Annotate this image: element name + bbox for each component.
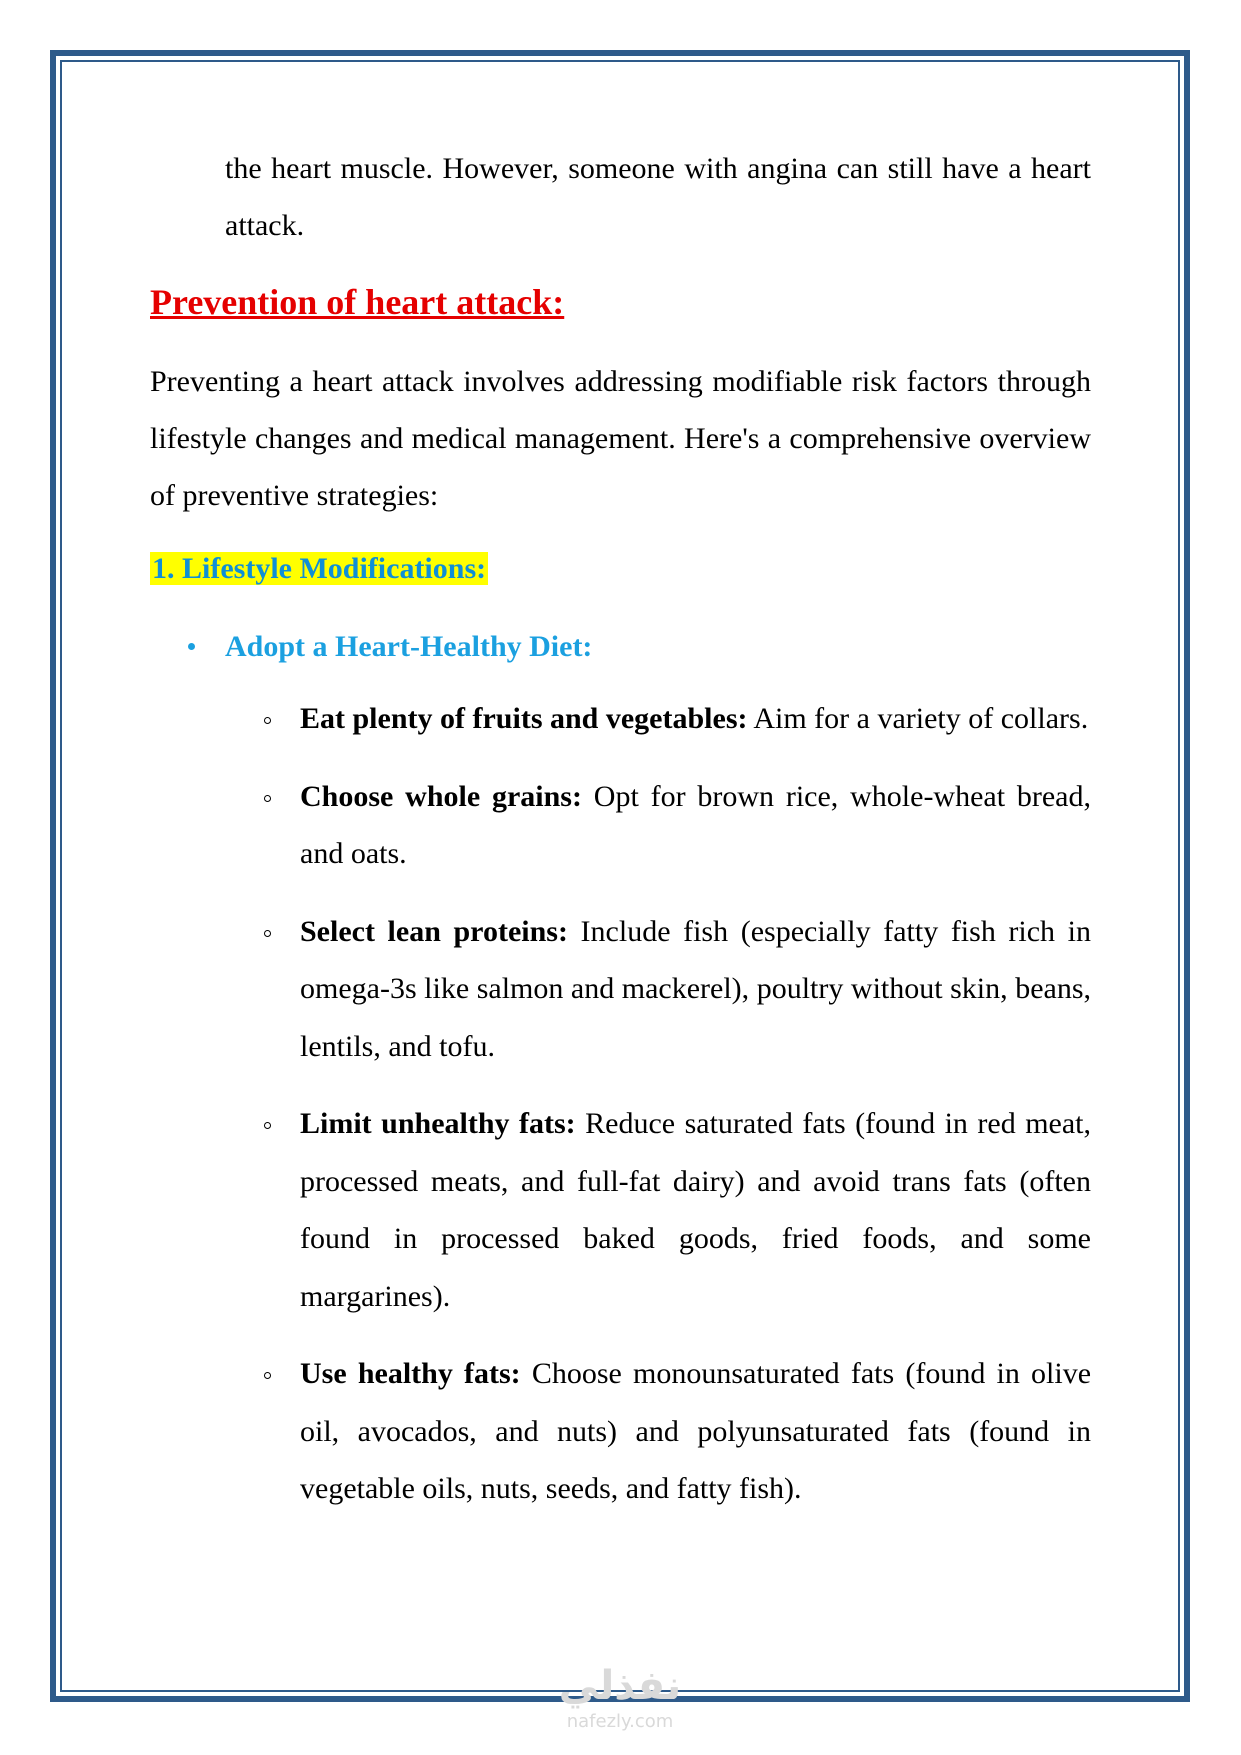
diet-bullet: [225, 624, 1091, 670]
watermark-latin: nafezly.com: [566, 1711, 674, 1732]
list-item-text: Aim for a variety of collars.: [747, 702, 1089, 735]
watermark: [540, 1660, 700, 1732]
lifestyle-subheading: [150, 546, 1091, 592]
intro-paragraph: Preventing a heart attack involves addressing modifiable risk factors through lifestyle changes and medical management. Here's a comprehensive overview of preventive strategies:: [150, 365, 1091, 512]
list-item-term: Use healthy fats:: [300, 1357, 521, 1390]
list-item-text: Opt for brown rice, whole-wheat bread, and oats.: [300, 779, 1091, 870]
bullet-dot-icon: [188, 643, 195, 650]
document-content: [150, 140, 1091, 1538]
list-item-term: Eat plenty of fruits and vegetables:: [300, 702, 748, 735]
diet-sublist: [300, 690, 1091, 1518]
list-item: [300, 768, 1091, 883]
section-heading: Prevention of heart attack:: [150, 282, 565, 322]
list-item: [300, 903, 1091, 1076]
list-item: [300, 1095, 1091, 1325]
continuation-paragraph: the heart muscle. However, someone with angina can still have a heart attack.: [225, 152, 1091, 242]
list-item-text: Reduce saturated fats (found in red meat, processed meats, and full-fat dairy) and avoid trans fats (often found in processed baked goods, fried foods, and some margarines).: [300, 1107, 1091, 1313]
highlighted-subheading-text: 1. Lifestyle Modifications:: [152, 552, 487, 585]
list-item: [300, 1345, 1091, 1518]
watermark-arabic: نفذلي: [558, 1663, 682, 1709]
circle-bullet-icon: [264, 1372, 271, 1379]
list-item-term: Select lean proteins:: [300, 914, 568, 948]
circle-bullet-icon: [264, 795, 271, 802]
list-item-term: Choose whole grains:: [300, 779, 582, 813]
circle-bullet-icon: [264, 1122, 271, 1129]
list-item: [300, 690, 1091, 748]
list-item-term: Limit unhealthy fats:: [300, 1107, 576, 1140]
list-item-text: Choose monounsaturated fats (found in olive oil, avocados, and nuts) and polyunsaturated fats (found in vegetable oils, nuts, seeds, and fatty fish).: [300, 1357, 1092, 1505]
list-item-text: Include fish (especially fatty fish rich in omega-3s like salmon and mackerel), poultry without skin, beans, lentils, and tofu.: [300, 914, 1091, 1063]
circle-bullet-icon: [264, 930, 271, 937]
diet-bullet-label: Adopt a Heart-Healthy Diet:: [225, 630, 593, 663]
circle-bullet-icon: [264, 717, 271, 724]
